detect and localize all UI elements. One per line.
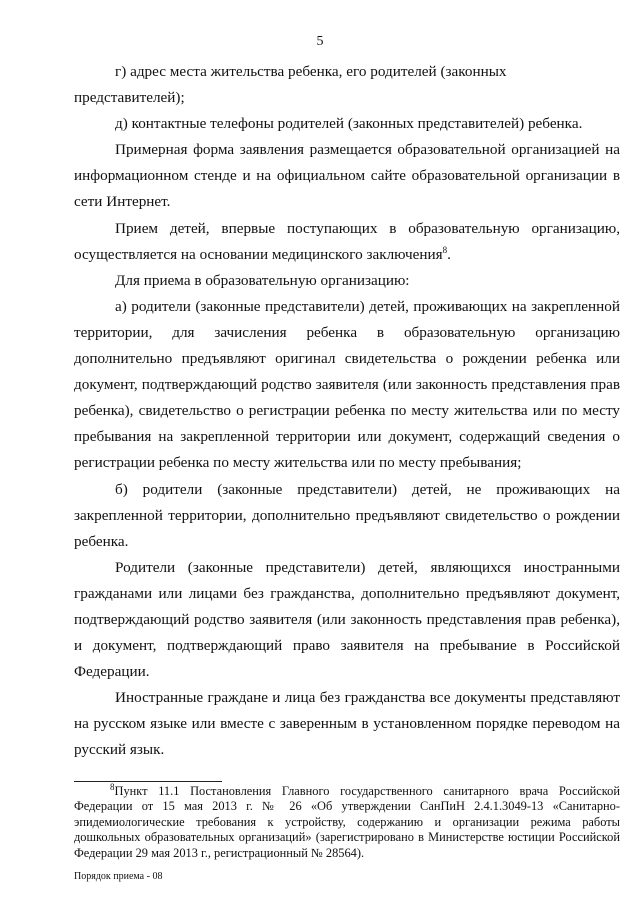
paragraph-foreign-parents: Родители (законные представители) детей, являющихся иностранными гражданами или лицами без гражданства, дополнительно предъявляют документ, подтверждающий родство заявителя (или законность представления прав ребенка), и документ, подтверждающий право заявителя на пребывание в Российской Федерации. (74, 558, 620, 681)
paragraph-phones: д) контактные телефоны родителей (законных представителей) ребенка. (115, 115, 583, 133)
paragraph-admission-intro: Для приема в образовательную организацию: (115, 271, 410, 289)
medical-conclusion-text: Прием детей, впервые поступающих в образовательную организацию, осуществляется на основании медицинского заключения (74, 219, 620, 263)
page-number: 5 (316, 34, 324, 49)
footnote-marker: 8 (110, 781, 115, 792)
paragraph-item-a: а) родители (законные представители) детей, проживающих на закрепленной территории, для зачисления ребенка в образовательную организацию дополнительно предъявляют оригинал свидетельства о рождении ребенка или документ, подтверждающий родство заявителя (или законность представления прав ребенка), свидетельство о регистрации ребенка по месту жительства или по месту пребывания на закрепленной территории или документ, содержащий сведения о регистрации ребенка по месту жительства или по месту пребывания; (74, 297, 620, 472)
footer-label: Порядок приема - 08 (74, 871, 163, 882)
document-body (74, 59, 620, 764)
footnote-divider (74, 781, 222, 782)
paragraph-medical-conclusion (74, 216, 620, 268)
footnote (74, 781, 620, 861)
footnote-text: Пункт 11.1 Постановления Главного государственного санитарного врача Российской Федерации от 15 мая 2013 г. № 26 «Об утверждении СанПиН 2.4.1.3049-13 «Санитарно-эпидемиологические требования к устройству, содержанию и организации режима работы дошкольных образовательных организаций» (зарегистрировано в Министерстве юстиции Российской Федерации 29 мая 2013 г., регистрационный № 28564). (74, 784, 620, 860)
paragraph-foreign-documents: Иностранные граждане и лица без гражданства все документы представляют на русском языке или вместе с заверенным в установленном порядке переводом на русский язык. (74, 689, 620, 759)
paragraph-item-b: б) родители (законные представители) детей, не проживающих на закрепленной территории, дополнительно предъявляют свидетельство о рождении ребенка. (74, 480, 620, 550)
paragraph-address: г) адрес места жительства ребенка, его родителей (законных представителей); (74, 63, 507, 107)
medical-conclusion-period: . (447, 245, 451, 263)
footnote-reference: 8 (442, 244, 448, 255)
paragraph-application-form: Примерная форма заявления размещается образовательной организацией на информационном стенде и на официальном сайте образовательной организации в сети Интернет. (74, 141, 620, 211)
